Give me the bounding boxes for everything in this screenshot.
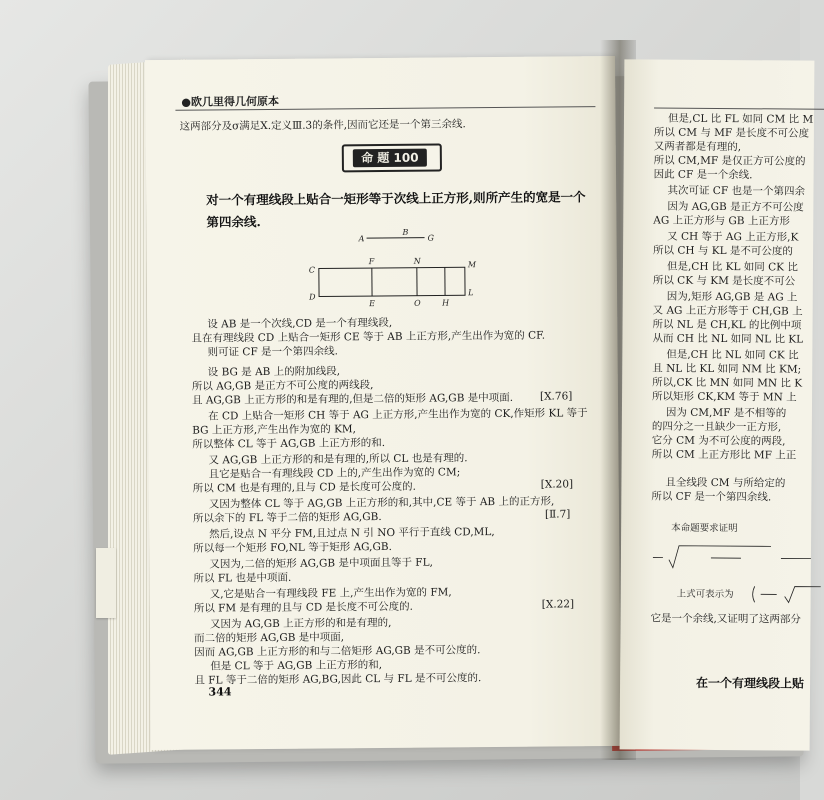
text-line: 且全线段 CM 与所给定的 (665, 476, 786, 490)
label-l: L (468, 288, 474, 298)
text-line: 但是,CL 比 FL 如同 CM 比 M (667, 112, 814, 126)
text-line: 且在有理线段 CD 上贴合一矩形 CE 等于 AB 上正方形,产生出作为宽的 CF. (191, 329, 546, 345)
label-a: A (358, 234, 365, 244)
text-line: 其次可证 CF 也是一个第四余 (667, 184, 806, 198)
text-line: 又 CH 等于 AG 上正方形,K (667, 230, 799, 244)
text-line: 且 FL 等于二倍的矩形 AG,BG,因此 CL 与 FL 是不可公度的. (194, 672, 482, 687)
text-line: 它分 CM 为不可公度的两段, (651, 434, 786, 448)
top-line: 这两部分及σ满足X.定义Ⅲ.3的条件,因而它还是一个第三余线. (179, 118, 466, 133)
citation: [X.20] (540, 478, 574, 491)
text-line: 所以 AG,GB 是正方不可公度的两线段, (191, 379, 374, 393)
text-line: 又因为 AG,GB 上正方形的和是有理的, (209, 616, 392, 631)
text-line: 又因为,二倍的矩形 AG,GB 是中项面且等于 FL, (209, 556, 433, 571)
text-line: 且 NL 比 KL 如同 NM 比 KM; (652, 362, 802, 376)
text-line: 所以余下的 FL 等于二倍的矩形 AG,GB. (192, 511, 382, 525)
text-line: 然后,设点 N 平分 FM,且过点 N 引 NO 平行于直线 CD,ML, (209, 526, 495, 541)
text-line: 因此 CF 是一个余线. (653, 168, 753, 182)
bookmark (96, 548, 116, 618)
text-line: 但是,CH 比 KL 如同 CK 比 (666, 260, 798, 274)
text-line: 而二倍的矩形 AG,GB 是中项面, (193, 631, 345, 645)
text-line: 所以整体 CL 等于 AG,GB 上正方形的和. (192, 436, 386, 451)
text-line: 但是,CH 比 NL 如同 CK 比 (666, 348, 799, 362)
running-header: ●欧几里得几何原本 (181, 94, 280, 109)
text-line: 从而 CH 比 NL 如同 NL 比 KL (652, 332, 804, 346)
formula (751, 582, 821, 606)
text-line: 且它是贴合一有理线段 CD 上的,产生出作为宽的 CM; (208, 466, 461, 481)
formula (651, 538, 821, 579)
text-line: AG 上正方形与 GB 上正方形 (653, 214, 790, 228)
rectangle-cl (319, 267, 465, 296)
text-line: BG 上正方形,产生出作为宽的 KM, (192, 423, 357, 437)
text-line: 它是一个余线,又证明了这两部分 (650, 612, 801, 626)
text-line: 又两者都是有理的, (653, 140, 742, 154)
proposition-box (342, 143, 442, 172)
text-line: 所以 FM 是有理的且与 CD 是长度不可公度的. (193, 600, 414, 615)
text-line: 因为,矩形 AG,GB 是 AG 上 (666, 290, 798, 304)
text-line: 所以矩形 CK,KM 等于 MN 上 (652, 390, 797, 404)
proposition-statement: 对一个有理线段上贴合一矩形等于次线上正方形,则所产生的宽是一个第四余线. (206, 189, 586, 230)
text-line: 所以 NL 是 CH,KL 的比例中项 (652, 318, 802, 332)
label-o: O (414, 298, 421, 308)
text-line: 则可证 CF 是一个第四余线. (207, 345, 338, 359)
label-c: C (308, 265, 316, 275)
label-m: M (467, 260, 477, 270)
text-line: 设 AB 是一个次线,CD 是一个有理线段, (207, 316, 393, 331)
text-line: 所以 CF 是一个第四余线. (651, 490, 772, 504)
label-n: N (413, 256, 421, 266)
text-line: 且 AG,GB 上正方形的和是有理的,但是二倍的矩形 AG,GB 是中项面. (191, 391, 514, 407)
text-line: 上式可表示为 (676, 588, 734, 601)
proposition-title: 命 题 100 (353, 149, 427, 168)
text-line: 在 CD 上贴合一矩形 CH 等于 AG 上正方形,产生出作为宽的 CK,作矩形 KL 等于 (208, 407, 588, 423)
header-rule (654, 108, 824, 110)
text-line: 所以每一个矩形 FO,NL 等于矩形 AG,GB. (193, 540, 392, 555)
label-f: F (368, 257, 375, 267)
page-number: 344 (208, 685, 232, 699)
text-line: 所以 CM 也是有理的,且与 CD 是长度可公度的. (192, 480, 417, 495)
citation: [X.76] (539, 390, 573, 403)
text-line: 又 AG 上正方形等于 CH,GB 上 (652, 304, 803, 318)
text-line: 但是 CL 等于 AG,GB 上正方形的和, (210, 659, 383, 673)
text-line: 因而 AG,GB 上正方形的和与二倍矩形 AG,GB 是不可公度的. (194, 644, 481, 659)
label-b: B (402, 227, 409, 237)
construction-diagram (308, 225, 517, 312)
text-line: 因为 CM,MF 是不相等的 (665, 406, 787, 420)
text-line: 所以 CH 与 KL 是不可公度的 (653, 244, 793, 258)
label-g: G (427, 233, 434, 243)
label-h: H (442, 298, 450, 308)
text-line: 又,它是贴合一有理线段 FE 上,产生出作为宽的 FM, (209, 586, 452, 601)
text-line: 所以,CK 比 MN 如同 MN 比 K (652, 376, 803, 390)
text-line: 所以 CK 与 KM 是长度不可公 (652, 274, 796, 288)
left-page (145, 56, 621, 750)
citation: [Ⅱ.7] (544, 508, 571, 521)
label-d: D (309, 292, 316, 302)
right-page (620, 59, 815, 750)
next-proposition-statement: 在一个有理线段上贴 (696, 675, 805, 691)
segment-ag (367, 238, 425, 239)
text-line: 又 AG,GB 上正方形的和是有理的,所以 CL 也是有理的. (208, 452, 468, 467)
text-line: 所以 CM,MF 是仅正方可公度的 (653, 154, 806, 168)
text-line: 本命题要求证明 (671, 522, 738, 535)
text-line: 设 BG 是 AB 上的附加线段, (207, 365, 341, 379)
text-line: 所以 CM 与 MF 是长度不可公度 (653, 126, 810, 140)
text-line: 所以 CM 上正方形比 MF 上正 (651, 448, 797, 462)
citation: [X.22] (541, 598, 575, 611)
text-line: 又因为整体 CL 等于 AG,GB 上正方形的和,其中,CE 等于 AB 上的正方形, (208, 495, 555, 511)
text-line: 所以 FL 也是中项面. (193, 571, 292, 585)
text-line: 因为 AG,GB 是正方不可公度 (667, 200, 804, 214)
label-e: E (369, 299, 376, 309)
text-line: 的四分之一且缺少一正方形, (651, 420, 782, 434)
